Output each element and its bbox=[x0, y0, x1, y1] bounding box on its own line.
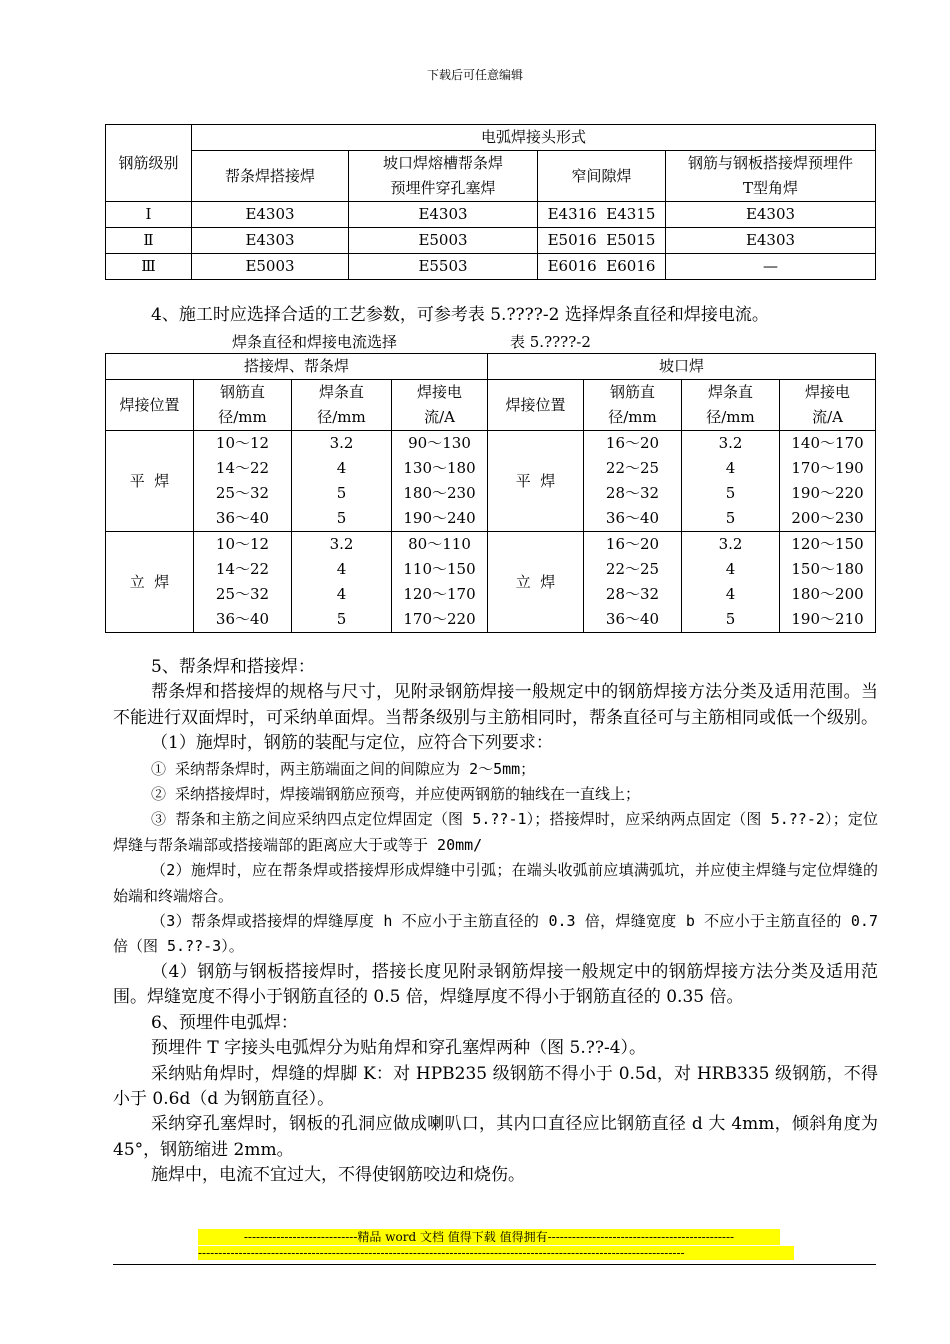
col-header: 窄间隙焊 bbox=[538, 151, 666, 202]
current-cell: 80～110 110～150 120～170 170～220 bbox=[392, 532, 488, 633]
rod-current-table bbox=[105, 353, 876, 633]
table-number: 表 5.????-2 bbox=[510, 333, 591, 351]
paragraph: 帮条焊和搭接焊的规格与尺寸，见附录钢筋焊接一般规定中的钢筋焊接方法分类及适用范围。当不能进行双面焊时，可采纳单面焊。当帮条级别与主筋相同时，帮条直径可与主筋相同或低一个级别。 bbox=[113, 682, 878, 728]
col-header: 钢筋直 径/mm bbox=[194, 380, 292, 431]
rod-diameter-cell: 3.2 4 4 5 bbox=[682, 532, 780, 633]
bar-diameter-cell: 10～12 14～22 25～32 36～40 bbox=[194, 431, 292, 532]
table-cell: E5003 bbox=[192, 254, 349, 280]
grade-cell: Ⅱ bbox=[106, 228, 192, 254]
current-cell: 120～150 150～180 180～200 190～210 bbox=[780, 532, 876, 633]
paragraph: （3）帮条焊或搭接焊的焊缝厚度 h 不应小于主筋直径的 0.3 倍，焊缝宽度 b 不应小于主筋直径的 0.7 倍（图 5.??-3）。 bbox=[113, 912, 878, 956]
col-header: 焊接位置 bbox=[106, 380, 194, 431]
current-cell: 140～170 170～190 190～220 200～230 bbox=[780, 431, 876, 532]
footer-banner: ----------------------------精品 word 文档 值得下载 值得拥有---------------------------------------------- bbox=[198, 1229, 780, 1245]
paragraph: ① 采纳帮条焊时，两主筋端面之间的间隙应为 2～5mm； bbox=[151, 759, 536, 778]
paragraph: （2）施焊时，应在帮条焊或搭接焊形成焊缝中引弧；在端头收弧前应填满弧坑，并应使主焊缝与定位焊缝的始端和终端熔合。 bbox=[113, 861, 878, 905]
col-header: 钢筋直 径/mm bbox=[584, 380, 682, 431]
footer-rule bbox=[113, 1264, 876, 1265]
page-header: 下载后可任意编辑 bbox=[426, 68, 523, 82]
col-header: 坡口焊熔槽帮条焊 预埋件穿孔塞焊 bbox=[349, 151, 538, 202]
grade-cell: Ⅰ bbox=[106, 202, 192, 228]
bar-diameter-cell: 16～20 22～25 28～32 36～40 bbox=[584, 532, 682, 633]
table-cell: E4303 bbox=[666, 202, 876, 228]
col-header: 钢筋与钢板搭接焊预埋件 T型角焊 bbox=[666, 151, 876, 202]
table-cell: E4303 bbox=[349, 202, 538, 228]
position-cell: 平 焊 bbox=[488, 431, 584, 532]
table-cell: E5003 bbox=[349, 228, 538, 254]
col-header: 帮条焊搭接焊 bbox=[192, 151, 349, 202]
grade-cell: Ⅲ bbox=[106, 254, 192, 280]
table-cell: E4316 E4315 bbox=[538, 202, 666, 228]
table-caption: 焊条直径和焊接电流选择 bbox=[232, 333, 398, 351]
col-header: 焊接电 流/A bbox=[392, 380, 488, 431]
rod-diameter-cell: 3.2 4 4 5 bbox=[292, 532, 392, 633]
paragraph: 施焊中，电流不宜过大，不得使钢筋咬边和烧伤。 bbox=[151, 1165, 525, 1186]
table-cell: E5503 bbox=[349, 254, 538, 280]
table-cell: — bbox=[666, 254, 876, 280]
table-cell: E4303 bbox=[192, 202, 349, 228]
position-cell: 平 焊 bbox=[106, 431, 194, 532]
grade-header: 钢筋级别 bbox=[106, 125, 192, 202]
paragraph: 采纳穿孔塞焊时，钢板的孔洞应做成喇叭口，其内口直径应比钢筋直径 d 大 4mm，倾斜角度为 45°，钢筋缩进 2mm。 bbox=[113, 1114, 878, 1160]
paragraph: ③ 帮条和主筋之间应采纳四点定位焊固定（图 5.??-1）；搭接焊时，应采纳两点固定（图 5.??-2）；定位焊缝与帮条端部或搭接端部的距离应大于或等于 20mm/ bbox=[113, 810, 878, 854]
electrode-selection-table bbox=[105, 124, 876, 280]
section-6-title: 6、预埋件电弧焊： bbox=[151, 1012, 298, 1033]
bar-diameter-cell: 10～12 14～22 25～32 36～40 bbox=[194, 532, 292, 633]
position-cell: 立 焊 bbox=[488, 532, 584, 633]
body-text bbox=[113, 655, 878, 1189]
joint-type-header: 电弧焊接头形式 bbox=[192, 125, 876, 151]
paragraph-4: 4、施工时应选择合适的工艺参数，可参考表 5.????-2 选择焊条直径和焊接电流。 bbox=[151, 305, 769, 325]
section-5-title: 5、帮条焊和搭接焊： bbox=[151, 657, 315, 677]
position-cell: 立 焊 bbox=[106, 532, 194, 633]
lap-weld-group-header: 搭接焊、帮条焊 bbox=[106, 354, 488, 380]
paragraph: （1）施焊时，钢筋的装配与定位，应符合下列要求： bbox=[151, 733, 553, 754]
paragraph: （4）钢筋与钢板搭接焊时，搭接长度见附录钢筋焊接一般规定中的钢筋焊接方法分类及适用范围。焊缝宽度不得小于钢筋直径的 0.5 倍，焊缝厚度不得小于钢筋直径的 0.35 倍。 bbox=[113, 961, 878, 1008]
paragraph: 预埋件 T 字接头电弧焊分为贴角焊和穿孔塞焊两种（图 5.??-4）。 bbox=[151, 1038, 647, 1059]
bar-diameter-cell: 16～20 22～25 28～32 36～40 bbox=[584, 431, 682, 532]
rod-diameter-cell: 3.2 4 5 5 bbox=[292, 431, 392, 532]
col-header: 焊条直 径/mm bbox=[682, 380, 780, 431]
table-cell: E4303 bbox=[192, 228, 349, 254]
paragraph: ② 采纳搭接焊时，焊接端钢筋应预弯，并应使两钢筋的轴线在一直线上； bbox=[151, 785, 641, 804]
col-header: 焊接位置 bbox=[488, 380, 584, 431]
table-cell: E4303 bbox=[666, 228, 876, 254]
col-header: 焊条直 径/mm bbox=[292, 380, 392, 431]
footer-dashes: ------------------------------------------------------------------------------------------------------------------------ bbox=[198, 1246, 794, 1260]
paragraph: 采纳贴角焊时，焊缝的焊脚 K：对 HPB235 级钢筋不得小于 0.5d，对 HRB335 级钢筋，不得小于 0.6d（d 为钢筋直径）。 bbox=[113, 1063, 878, 1109]
groove-weld-group-header: 坡口焊 bbox=[488, 354, 876, 380]
current-cell: 90～130 130～180 180～230 190～240 bbox=[392, 431, 488, 532]
table-cell: E6016 E6016 bbox=[538, 254, 666, 280]
rod-diameter-cell: 3.2 4 5 5 bbox=[682, 431, 780, 532]
table-cell: E5016 E5015 bbox=[538, 228, 666, 254]
col-header: 焊接电 流/A bbox=[780, 380, 876, 431]
